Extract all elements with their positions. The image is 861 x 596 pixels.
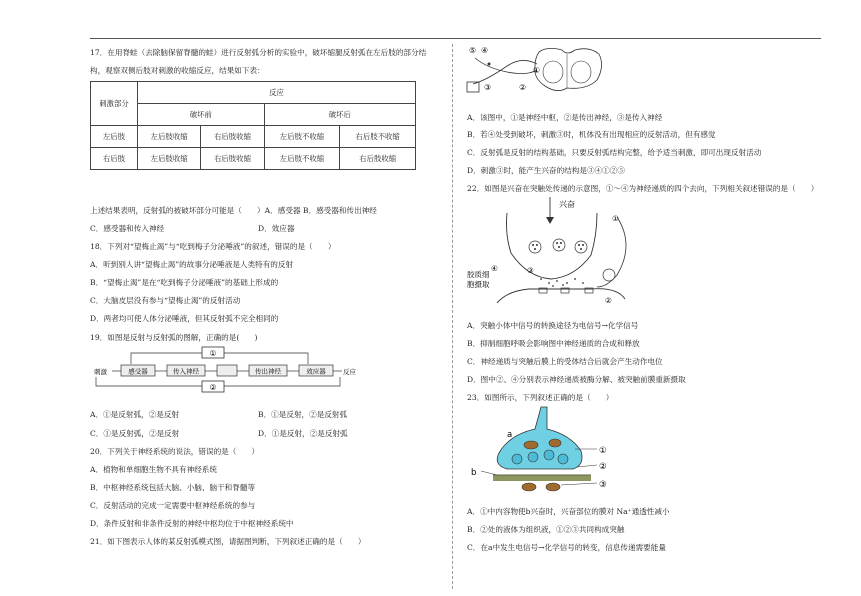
q23-synapse-diagram: [467, 405, 642, 495]
q17-stem-line2: 构，观察双侧后肢对刺激的收缩反应，结果如下表：: [90, 66, 265, 75]
table-cell: 左后肢: [91, 126, 138, 148]
diagram-stimulus: 刺激: [94, 368, 107, 376]
table-row: [91, 126, 416, 148]
q19-option-a: A．①是反射弧，②是反射: [90, 410, 180, 419]
arc-label-1: ①: [533, 66, 541, 75]
q17-option-d: D．效应器: [258, 224, 295, 233]
glial-cell-right: [597, 217, 626, 287]
table-cell: 右后肢不收缩: [340, 126, 416, 148]
q21-option-d: D．刺激③时，能产生兴奋的结构是③④①②⑤: [467, 166, 625, 175]
q22-option-b: B．抑制细胞呼吸会影响图中神经递质的合成和释放: [467, 339, 640, 348]
q20-option-c: C．反射活动的完成一定需要中枢神经系统的参与: [90, 501, 256, 510]
arc-label-4: ④: [481, 46, 489, 55]
synapse-label-2: ②: [605, 296, 612, 305]
q21-stem: 21．如下图表示人体的某反射弧模式图，请据图判断，下列叙述正确的是（ ）: [90, 537, 366, 546]
q19-option-d: D．①是反射，②是反射弧: [258, 429, 348, 438]
diagram-receptor: 感受器: [128, 367, 148, 376]
diagram-label-2: ②: [209, 383, 217, 392]
q19-reflex-diagram: [92, 345, 356, 393]
q21-option-a: A．该图中，①是神经中枢，②是传出神经，③是传入神经: [467, 113, 663, 122]
q17-option-c: C．感受器和传入神经: [90, 224, 165, 233]
q20-option-d: D．条件反射和非条件反射的神经中枢均位于中枢神经系统中: [90, 519, 294, 528]
synapse-label-1: ①: [612, 214, 619, 223]
q22-option-a: A．突触小体中信号的转换途径为电信号→化学信号: [467, 321, 639, 330]
glia-label-line2: 胞摄取: [467, 280, 490, 289]
table-cell: 右后肢收缩: [340, 148, 416, 170]
q18-option-d: D．两者均可使人体分泌唾液，但其反射弧不完全相同的: [90, 314, 279, 323]
spinal-cord: [535, 48, 602, 90]
diagram-response: 反应: [343, 368, 356, 376]
table-header-response: 反应: [138, 82, 416, 104]
q23-label-1: ①: [599, 446, 607, 456]
q19-option-c: C．①是反射弧，②是反射: [90, 429, 180, 438]
table-cell: 右后肢收缩: [201, 126, 264, 148]
q21-option-c: C．反射弧是反射的结构基础，只要反射弧结构完整，给予适当刺激，即可出现反射活动: [467, 148, 762, 157]
synapse-label-4: ④: [491, 264, 498, 273]
q23-option-a: A．①中内容物使b兴奋时，兴奋部位的膜对 Na⁺通透性减小: [467, 507, 670, 516]
table-cell: 左后肢不收缩: [264, 148, 340, 170]
arc-label-5: ⑤: [469, 46, 477, 55]
table-cell: 右后肢收缩: [201, 148, 264, 170]
q20-option-a: A．植物和单细胞生物不具有神经系统: [90, 465, 217, 474]
q23-option-c: C．在a中发生电信号→化学信号的转变，信息传递需要能量: [467, 543, 666, 552]
excitation-label: 兴奋: [559, 200, 575, 209]
arc-effector-box: [467, 82, 479, 92]
q17-result-table: [90, 81, 416, 170]
q19-stem: 19．如图是反射与反射弧的图解，正确的是( ): [90, 333, 258, 342]
q22-option-c: C．神经递质与突触后膜上的受体结合后就会产生动作电位: [467, 357, 663, 366]
table-header-before: 破坏前: [138, 104, 265, 126]
q23-label-2: ②: [599, 462, 607, 472]
presynaptic-terminal: [507, 213, 598, 279]
table-header-after: 破坏后: [264, 104, 415, 126]
q23-label-a: a: [507, 430, 513, 440]
q20-stem: 20．下列关于神经系统的说法，错误的是（ ）: [90, 447, 260, 456]
q22-option-d: D．图中②、④分别表示神经递质被酶分解、被突触前膜重新摄取: [467, 375, 686, 384]
q22-stem: 22．如图是兴奋在突触处传递的示意图，①～④为神经递质的四个去向，下列相关叙述错误的是（ ）: [467, 184, 819, 193]
header-rule: [90, 38, 821, 39]
q21-reflex-arc-diagram: [467, 44, 607, 96]
q23-stem: 23．如图所示，下列叙述正确的是（ ）: [467, 393, 614, 402]
q20-option-b: B．中枢神经系统包括大脑、小脑、脑干和脊髓等: [90, 483, 256, 492]
q17-conclusion: 上述结果表明，反射弧的被破坏部分可能是（ ）A．感受器 B．感受器和传出神经: [90, 206, 377, 215]
q19-option-b: B．①是反射，②是反射弧: [258, 410, 348, 419]
box-center: [217, 365, 237, 376]
q23-label-3: ③: [599, 480, 607, 490]
diagram-afferent: 传入神经: [173, 367, 199, 376]
table-header-part: 刺激部分: [91, 82, 138, 126]
table-cell: 右后肢: [91, 148, 138, 170]
q22-synapse-diagram: [467, 195, 642, 310]
column-divider: [452, 44, 453, 589]
table-cell: 左后肢不收缩: [264, 126, 340, 148]
diagram-label-1: ①: [209, 349, 217, 358]
q21-option-b: B．若④处受到破坏，刺激③时，机体没有出现相应的反射活动，但有感觉: [467, 130, 716, 139]
arc-label-2: ②: [519, 83, 527, 92]
q18-option-b: B．“望梅止渴”是在“吃到梅子分泌唾液”的基础上形成的: [90, 278, 279, 287]
table-cell: 左后肢收缩: [138, 126, 201, 148]
postsynaptic-membrane-b: [493, 475, 591, 481]
q17-stem-line1: 17．在用脊蛙（去除脑保留脊髓的蛙）进行反射弧分析的实验中，破坏缩腿反射弧在左后肢的部分结: [90, 48, 427, 57]
q18-stem: 18．下列对“望梅止渴”与“吃到梅子分泌唾液”的叙述，错误的是（ ）: [90, 242, 336, 251]
q23-label-b: b: [471, 468, 477, 478]
q23-option-b: B．②处的液体为组织液，①②③共同构成突触: [467, 525, 625, 534]
diagram-efferent: 传出神经: [255, 367, 281, 376]
table-row: [91, 148, 416, 170]
glia-label-line1: 胶质细: [467, 270, 490, 279]
synapse-label-3: ③: [527, 266, 534, 275]
q18-option-a: A．听到别人讲“望梅止渴”的故事分泌唾液是人类特有的反射: [90, 260, 294, 269]
q18-option-c: C．大脑皮层没有参与“望梅止渴”的反射活动: [90, 296, 241, 305]
table-cell: 左后肢收缩: [138, 148, 201, 170]
diagram-effector: 效应器: [306, 367, 326, 376]
arc-label-3: ③: [484, 83, 492, 92]
